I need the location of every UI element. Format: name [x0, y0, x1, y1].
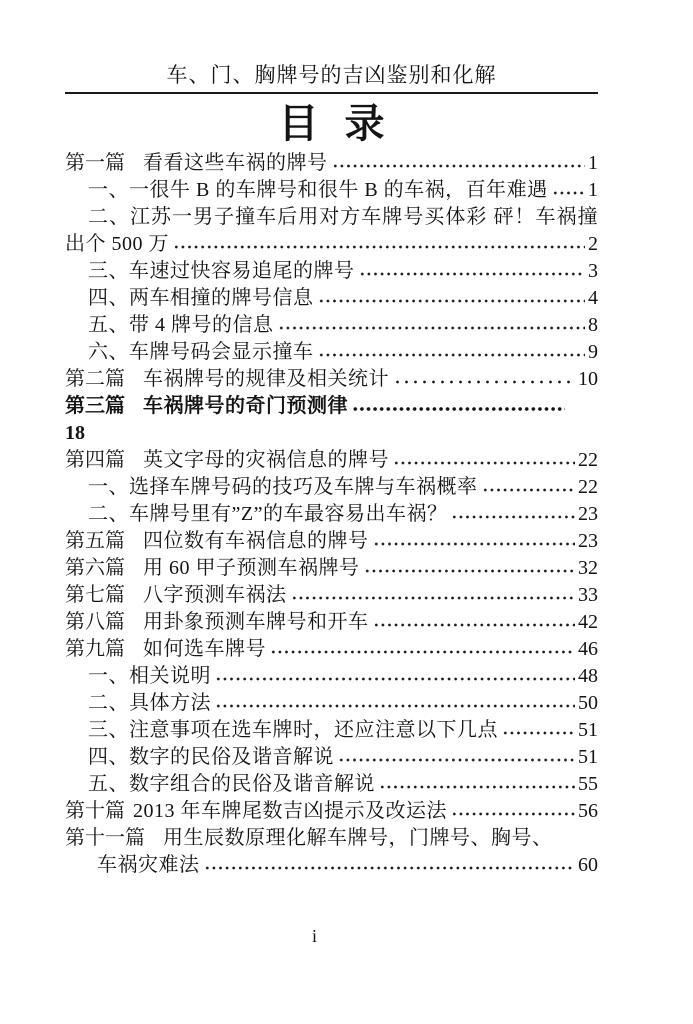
entry-title: 一、一很牛 B 的车牌号和很牛 B 的车祸，百年难遇 [88, 179, 548, 201]
entry-title: 用 60 甲子预测车祸牌号 [143, 557, 360, 579]
page-number: i [312, 926, 318, 946]
entry-page: 9 [588, 341, 598, 363]
entry-page: 3 [588, 260, 598, 282]
dot-leader [502, 717, 575, 744]
dot-leader [278, 312, 586, 339]
entry-page: 18 [65, 422, 85, 444]
dot-leader [173, 231, 585, 258]
entry-page: 60 [578, 854, 598, 876]
dot-leader [291, 582, 576, 609]
toc-entry-section [65, 339, 598, 366]
entry-title: 八字预测车祸法 [143, 584, 287, 606]
dot-leader [204, 852, 576, 879]
dot-leader [332, 150, 586, 177]
toc-entry-chapter [65, 528, 598, 555]
toc-entry-chapter [65, 447, 598, 474]
dot-leader [318, 285, 586, 312]
dot-leader [451, 798, 575, 825]
dot-leader [318, 339, 586, 366]
entry-title-continued: 出个 500 万 [65, 233, 169, 255]
toc-entry-section [65, 474, 598, 501]
dot-leader [364, 555, 576, 582]
toc-entry-chapter [65, 393, 598, 420]
entry-page: 23 [578, 530, 598, 552]
toc-entry-chapter [65, 582, 598, 609]
toc-entry-chapter [65, 636, 598, 663]
entry-page: 1 [588, 179, 598, 201]
entry-page: 4 [588, 287, 598, 309]
entry-title: 五、带 4 牌号的信息 [88, 314, 274, 336]
entry-title: 一、选择车牌号码的技巧及车牌与车祸概率 [88, 476, 478, 498]
entry-page: 2 [588, 233, 598, 255]
entry-page: 51 [578, 719, 598, 741]
entry-title-continued: 车祸灾难法 [97, 854, 200, 876]
entry-title: 四、数字的民俗及谐音解说 [88, 746, 334, 768]
dot-leader [352, 393, 565, 420]
chapter-number: 第八篇 [65, 611, 125, 633]
chapter-number: 第九篇 [65, 638, 125, 660]
toc-entry-section [65, 717, 598, 744]
dot-leader [215, 663, 575, 690]
entry-page: 32 [578, 557, 598, 579]
dot-leader [338, 744, 575, 771]
entry-page: 1 [588, 152, 598, 174]
chapter-number: 第十一篇 [65, 827, 145, 849]
chapter-number: 第二篇 [65, 368, 125, 390]
entry-page: 23 [578, 503, 598, 525]
toc-title: 目 录 [278, 101, 385, 146]
toc-entry-chapter [65, 825, 598, 852]
toc-entry-section [65, 285, 598, 312]
entry-page: 33 [578, 584, 598, 606]
dot-leader [451, 501, 575, 528]
table-of-contents [65, 150, 598, 879]
entry-page: 55 [578, 773, 598, 795]
toc-entry-chapter [65, 798, 598, 825]
header-rule [65, 92, 598, 94]
entry-title: 二、车牌号里有”Z”的车最容易出车祸？ [88, 503, 448, 525]
dot-leader [552, 177, 585, 204]
toc-entry-section [65, 312, 598, 339]
entry-page: 51 [578, 746, 598, 768]
entry-title: 用生辰数原理化解车牌号，门牌号、胸号、 [163, 827, 553, 849]
toc-entry-section [65, 663, 598, 690]
entry-title: 五、数字组合的民俗及谐音解说 [88, 773, 375, 795]
dot-leader [393, 447, 575, 474]
entry-page: 56 [578, 800, 598, 822]
entry-page: 50 [578, 692, 598, 714]
chapter-number: 第七篇 [65, 584, 125, 606]
toc-entry-section [65, 771, 598, 798]
entry-page: 8 [588, 314, 598, 336]
entry-page: 22 [578, 476, 598, 498]
entry-title: 三、注意事项在选车牌时，还应注意以下几点 [88, 719, 498, 741]
entry-title: 2013 年车牌尾数吉凶提示及改运法 [133, 800, 447, 822]
toc-entry-section [65, 204, 598, 231]
chapter-number: 第五篇 [65, 530, 125, 552]
toc-entry-continuation [65, 852, 598, 879]
chapter-number: 第一篇 [65, 152, 125, 174]
running-header: 车、门、胸牌号的吉凶鉴别和化解 [166, 63, 497, 87]
entry-title: 车祸牌号的奇门预测律 [143, 395, 348, 417]
dot-leader [359, 258, 586, 285]
entry-title: 车祸牌号的规律及相关统计 [143, 368, 389, 390]
toc-entry-chapter [65, 609, 598, 636]
dot-leader [482, 474, 576, 501]
entry-title: 六、车牌号码会显示撞车 [88, 341, 314, 363]
dot-leader [270, 636, 575, 663]
entry-title: 如何选车牌号 [143, 638, 266, 660]
entry-title: 二、江苏一男子撞车后用对方车牌号买体彩 砰！车祸撞 [88, 206, 598, 228]
entry-page: 10 [578, 368, 598, 390]
entry-title: 四、两车相撞的牌号信息 [88, 287, 314, 309]
toc-entry-chapter [65, 366, 598, 393]
dot-leader [379, 771, 575, 798]
dot-leader [393, 366, 575, 393]
chapter-number: 第十篇 [65, 800, 125, 822]
toc-entry-wrapped-page [65, 420, 598, 447]
dot-leader [373, 528, 576, 555]
dot-leader [215, 690, 575, 717]
entry-title: 四位数有车祸信息的牌号 [143, 530, 369, 552]
chapter-number: 第三篇 [65, 395, 125, 417]
entry-title: 看看这些车祸的牌号 [143, 152, 328, 174]
toc-entry-section [65, 690, 598, 717]
entry-title: 二、具体方法 [88, 692, 211, 714]
entry-page: 42 [578, 611, 598, 633]
entry-page: 46 [578, 638, 598, 660]
toc-entry-section [65, 501, 598, 528]
toc-entry-chapter [65, 555, 598, 582]
entry-title: 用卦象预测车牌号和开车 [143, 611, 369, 633]
toc-entry-section [65, 177, 598, 204]
dot-leader [373, 609, 576, 636]
entry-title: 英文字母的灾祸信息的牌号 [143, 449, 389, 471]
toc-entry-chapter [65, 150, 598, 177]
entry-page: 22 [578, 449, 598, 471]
entry-page: 48 [578, 665, 598, 687]
toc-entry-continuation [65, 231, 598, 258]
chapter-number: 第六篇 [65, 557, 125, 579]
toc-entry-section [65, 744, 598, 771]
entry-title: 一、相关说明 [88, 665, 211, 687]
toc-entry-section [65, 258, 598, 285]
entry-title: 三、车速过快容易追尾的牌号 [88, 260, 355, 282]
chapter-number: 第四篇 [65, 449, 125, 471]
